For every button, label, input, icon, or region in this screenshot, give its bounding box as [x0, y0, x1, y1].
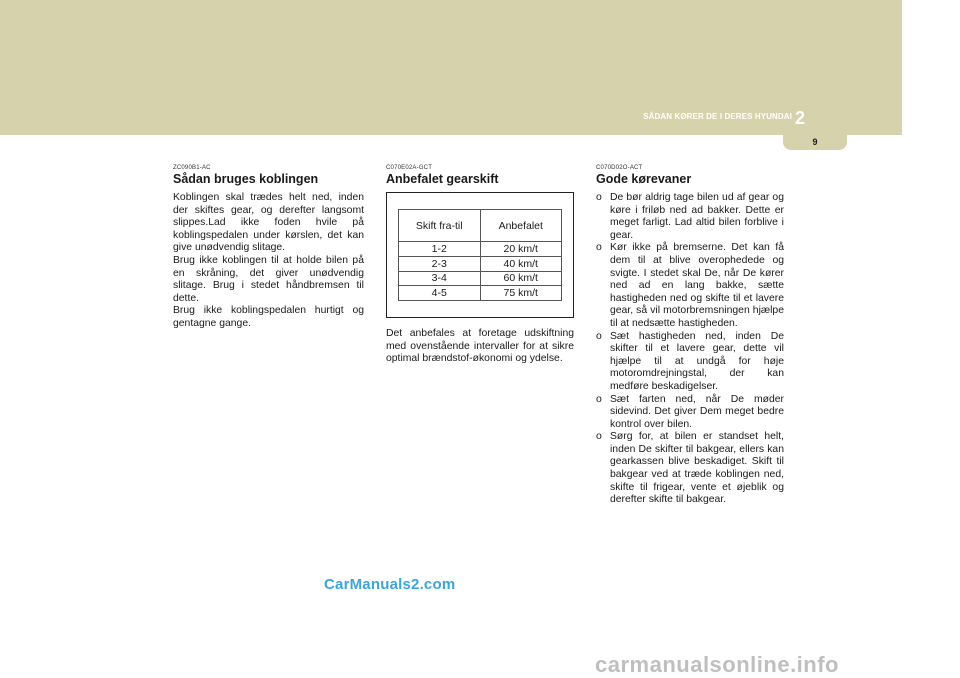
- table-cell: 20 km/t: [481, 241, 562, 256]
- section-driving-habits: [596, 165, 784, 507]
- section-code: ZC090B1-AC: [173, 165, 211, 171]
- table-cell: 1-2: [399, 241, 480, 256]
- gear-table-column-shift: [399, 210, 480, 300]
- page-number: 9: [812, 137, 818, 147]
- gear-table: [398, 209, 562, 301]
- gear-table-column-speed: [480, 210, 562, 300]
- table-cell: 60 km/t: [481, 271, 562, 286]
- watermark-link[interactable]: CarManuals2.com: [324, 576, 456, 593]
- list-item: o Sæt farten ned, når De møder sidevind. Det giver Dem meget bedre kontrol over bilen.: [596, 393, 784, 430]
- table-cell: 2-3: [399, 256, 480, 271]
- table-header: Anbefalet: [498, 219, 543, 232]
- chapter-number: 2: [795, 108, 806, 128]
- table-cell: 4-5: [399, 285, 480, 300]
- section-heading: Sådan bruges koblingen: [173, 172, 319, 186]
- bullet-icon: o: [596, 393, 602, 405]
- section-heading: Gode kørevaner: [596, 172, 692, 186]
- bullet-icon: o: [596, 242, 602, 254]
- section-code: C070E02A-GCT: [386, 165, 433, 171]
- table-cell: 40 km/t: [481, 256, 562, 271]
- watermark-text: carmanualsonline.info: [595, 652, 839, 677]
- gear-table-frame: [386, 192, 574, 318]
- list-item: o Sørg for, at bilen er standset helt, inden De skifter til bakgear, ellers kan gearkassen blive beskadiget. Skift til bakgear ved at træde koblingen ned, skifte til frigear, vente et øjeblik og derefter skifte til bakgear.: [596, 431, 784, 506]
- bullet-icon: o: [596, 330, 602, 342]
- section-gearshift: [386, 165, 574, 366]
- list-item: o Sæt hastigheden ned, inden De skifter til et lavere gear, dette vil hjælpe til at undgå for høje motoromdrejningstal, der kan medføre beskadigelser.: [596, 330, 784, 392]
- section-clutch: [173, 165, 364, 331]
- table-header: Skift fra-til: [415, 219, 463, 232]
- list-item: o Kør ikke på bremserne. Det kan få dem til at blive overophedede og svigte. I stedet skal De, når De kører ned ad en lang bakke, sætte hastigheden ned og skifte til et lavere gear, så vil motorbremsningen hjælpe til at nedsætte hastigheden.: [596, 242, 784, 329]
- section-heading: Anbefalet gearskift: [386, 172, 499, 186]
- table-cell: 3-4: [399, 271, 480, 286]
- section-body: Det anbefales at foretage udskiftning med ovenstående intervaller for at sikre optimal brændstof-økonomi og ydelse.: [386, 328, 574, 365]
- list-item: o De bør aldrig tage bilen ud af gear og køre i friløb ned ad bakker. Dette er meget farligt. Lad altid bilen forblive i gear.: [596, 192, 784, 241]
- bullet-icon: o: [596, 192, 602, 203]
- section-body: Koblingen skal trædes helt ned, inden der skiftes gear, og derefter langsomt slippes.Lad ikke foden hvile på koblingspedalen under kørslen, det kan give unødvendig slitage. Brug ikke koblingen til at holde bilen på en skråning, det giver unødvendig slitage. Brug i stedet håndbremsen til dette. Brug ikke koblingspedalen hurtigt og gentagne gange.: [173, 192, 364, 329]
- table-cell: 75 km/t: [481, 285, 562, 300]
- page-tab: [783, 135, 847, 150]
- section-code: C070D02O-ACT: [596, 165, 643, 171]
- bullet-icon: o: [596, 431, 602, 443]
- tips-list: [596, 192, 784, 507]
- chapter-title: SÅDAN KØRER DE I DERES HYUNDAI: [643, 112, 792, 121]
